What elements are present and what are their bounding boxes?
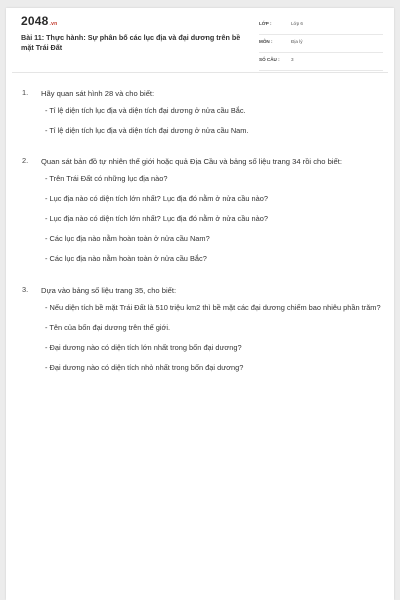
question-number: 1. xyxy=(22,88,29,97)
worksheet-page xyxy=(6,8,394,600)
meta-label-count: SỐ CÂU : xyxy=(259,57,280,62)
question-list xyxy=(6,88,394,373)
question-item: - Trên Trái Đất có những lục địa nào? xyxy=(45,174,168,183)
meta-row-count xyxy=(259,54,383,71)
meta-value-count: 3 xyxy=(291,57,294,62)
question-text: Dựa vào bảng số liệu trang 35, cho biết: xyxy=(41,286,177,295)
question-number: 3. xyxy=(22,285,29,294)
meta-row-subject xyxy=(259,36,383,53)
question-item: - Các lục địa nào nằm hoàn toàn ở nửa cầu Bắc? xyxy=(45,254,207,263)
meta-row-class xyxy=(259,18,383,35)
meta-label-subject: MÔN : xyxy=(259,39,273,44)
question-item: - Nếu diện tích bề mặt Trái Đất là 510 triệu km2 thì bề mặt các đại dương chiếm bao nhiêu phần trăm? xyxy=(45,303,381,312)
question-2 xyxy=(6,156,394,264)
question-item: - Đại dương nào có diện tích nhỏ nhất trong bốn đại dương? xyxy=(45,363,244,372)
question-item: - Lục địa nào có diện tích lớn nhất? Lục địa đó nằm ở nửa cầu nào? xyxy=(45,194,268,203)
question-1 xyxy=(6,88,394,136)
page-header xyxy=(6,8,394,70)
question-item: - Các lục địa nào nằm hoàn toàn ở nửa cầu Nam? xyxy=(45,234,210,243)
logo-main-text: 2048 xyxy=(21,14,49,28)
question-item: - Tỉ lệ diện tích lục địa và diện tích đại dương ở nửa cầu Bắc. xyxy=(45,106,246,115)
site-logo[interactable] xyxy=(21,14,57,28)
question-item: - Lục địa nào có diện tích lớn nhất? Lục địa đó nằm ở nửa cầu nào? xyxy=(45,214,268,223)
meta-value-subject: Địa lý xyxy=(291,39,303,44)
meta-info xyxy=(259,18,383,72)
question-text: Hãy quan sát hình 28 và cho biết: xyxy=(41,89,155,98)
logo-suffix-text: .vn xyxy=(49,21,58,27)
question-item: - Tên của bốn đại dương trên thế giới. xyxy=(45,323,171,332)
question-text: Quan sát bản đồ tự nhiên thế giới hoặc quả Địa Cầu và bảng số liệu trang 34 rồi cho biết: xyxy=(41,157,342,166)
meta-label-class: LỚP : xyxy=(259,21,272,26)
question-item: - Đại dương nào có diện tích lớn nhất trong bốn đại dương? xyxy=(45,343,242,352)
question-3 xyxy=(6,285,394,373)
question-item: - Tỉ lệ diện tích lục địa và diện tích đại dương ở nửa cầu Nam. xyxy=(45,126,249,135)
header-divider xyxy=(12,72,388,73)
lesson-title: Bài 11: Thực hành: Sự phân bố các lục địa và đại dương trên bề mặt Trái Đất xyxy=(21,33,241,52)
meta-value-class: Lớp 6 xyxy=(291,21,303,26)
question-number: 2. xyxy=(22,156,29,165)
